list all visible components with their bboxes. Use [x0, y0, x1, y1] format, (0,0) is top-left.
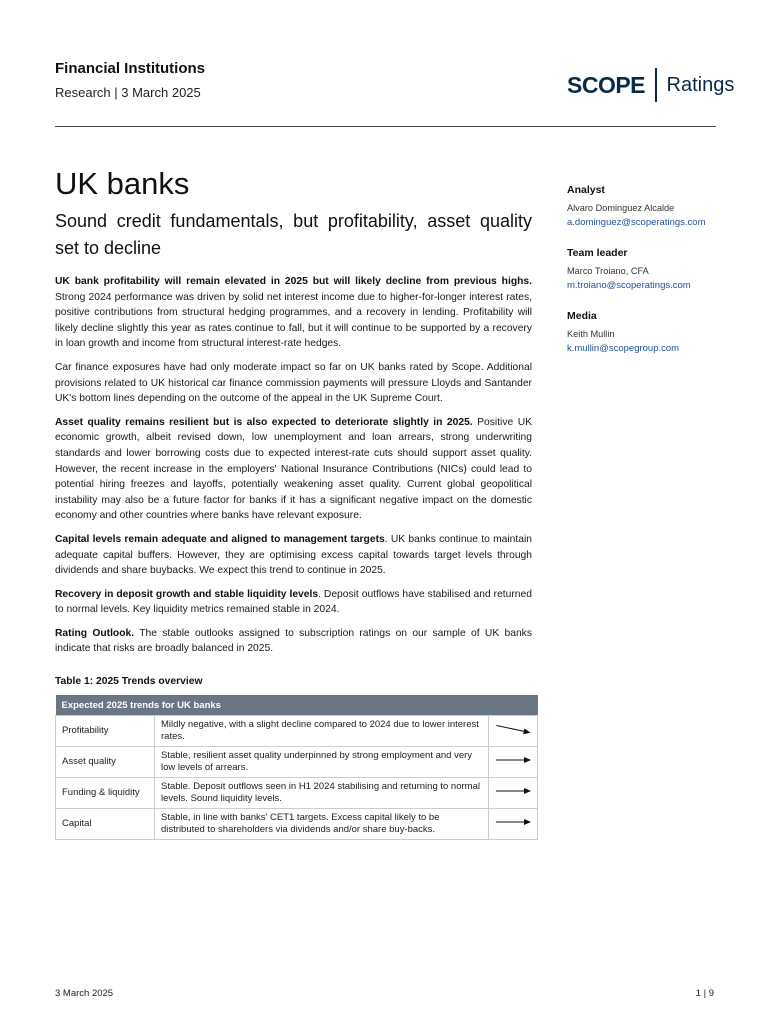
contact-role: Analyst: [567, 184, 605, 196]
paragraph-lead: UK bank profitability will remain elevated in 2025 but will likely decline from previous highs.: [55, 276, 532, 287]
contact-name: Marco Troiano, CFA: [567, 266, 649, 276]
trend-arrow-cell: [489, 778, 538, 809]
page-current: 1: [695, 988, 701, 999]
trend-arrow-icon: [493, 784, 533, 798]
meta-separator: |: [114, 85, 122, 100]
trend-description: Stable, resilient asset quality underpinned by strong employment and very low levels of arrears.: [155, 747, 489, 778]
body-paragraph: [55, 274, 532, 352]
page-title: UK banks: [55, 166, 190, 201]
trend-arrow-cell: [489, 716, 538, 747]
contact-block: [567, 184, 727, 228]
paragraph-lead: Capital levels remain adequate and aligned to management targets: [55, 533, 385, 545]
contacts-sidebar: [567, 184, 727, 373]
paragraph-text: The stable outlooks assigned to subscription ratings on our sample of UK banks indicate that risks are broadly balanced in 2025.: [55, 627, 532, 655]
contact-block: [567, 247, 727, 291]
table-row: [56, 716, 538, 747]
paragraph-lead: Recovery in deposit growth and stable liquidity levels: [55, 588, 319, 600]
trend-arrow-icon: [493, 815, 533, 829]
table-row: [56, 778, 538, 809]
logo-suffix: Ratings: [666, 73, 735, 96]
trend-description: Mildly negative, with a slight decline compared to 2024 due to lower interest rates.: [155, 716, 489, 747]
trend-category: Asset quality: [56, 747, 155, 778]
logo-divider: [655, 68, 657, 102]
paragraph-lead: Rating Outlook.: [55, 627, 135, 639]
paragraph-lead: Asset quality remains resilient but is also expected to deteriorate slightly in 2025.: [55, 416, 473, 428]
contact-name: Alvaro Dominguez Alcalde: [567, 203, 675, 213]
trend-arrow-icon: [493, 753, 533, 767]
scope-ratings-logo: [567, 68, 734, 102]
page-subtitle: Sound credit fundamentals, but profitability, asset quality set to decline: [55, 211, 532, 258]
table-header-row: [56, 695, 538, 716]
contact-role: Team leader: [567, 247, 628, 259]
page-separator: |: [703, 988, 709, 999]
table-row: [56, 809, 538, 840]
paragraph-text: Strong 2024 performance was driven by solid net interest income due to higher-for-longer interest rates, positive contributions from structural hedging programmes, and a recovery in lending. Profitability will likely decline slightly this year as rates continue to fall, but it will continue to be supported by a recovery in loan growth and income from structural interest-rate hedges.: [55, 291, 532, 350]
trend-category: Capital: [56, 809, 155, 840]
report-date: 3 March 2025: [121, 85, 201, 100]
trend-arrow-cell: [489, 809, 538, 840]
body-paragraph: [55, 587, 532, 618]
contact-email-link[interactable]: a.dominguez@scoperatings.com: [567, 217, 706, 228]
body-text: [55, 274, 532, 665]
trend-arrow-icon: [493, 722, 533, 736]
table-caption: Table 1: 2025 Trends overview: [55, 676, 203, 687]
logo-brand: SCOPE: [567, 71, 646, 98]
page-total: 9: [708, 988, 714, 999]
report-meta: [55, 85, 205, 100]
paragraph-text: . Deposit outflows have stabilised and returned to normal levels. Key liquidity metrics remained stable in 2024.: [55, 588, 532, 616]
contact-email-link[interactable]: m.troiano@scoperatings.com: [567, 280, 691, 291]
table-header: Expected 2025 trends for UK banks: [56, 695, 538, 716]
contact-name: Keith Mullin: [567, 329, 615, 339]
body-paragraph: [55, 626, 532, 657]
trend-description: Stable. Deposit outflows seen in H1 2024 stabilising and returning to normal levels. Sound liquidity levels.: [155, 778, 489, 809]
trend-category: Profitability: [56, 716, 155, 747]
body-paragraph: [55, 360, 532, 407]
footer-date: 3 March 2025: [55, 988, 114, 999]
trend-category: Funding & liquidity: [56, 778, 155, 809]
body-paragraph: [55, 415, 532, 524]
trend-arrow-cell: [489, 747, 538, 778]
document-header: [55, 60, 205, 100]
paragraph-text: . UK banks continue to maintain adequate capital buffers. However, they are optimising excess capital towards target levels through dividends and share buybacks. We expect this trend to continue in 2025.: [55, 533, 532, 577]
trends-table: [55, 695, 538, 840]
contact-email-link[interactable]: k.mullin@scopegroup.com: [567, 343, 680, 354]
table-row: [56, 747, 538, 778]
paragraph-text: Positive UK economic growth, albeit revised down, low unemployment and loan arrears, strong underwriting standards and lower borrowing costs due to expected interest-rate cuts should support asset quality. However, the recent increase in the employers' National Insurance Contributions (NICs) could lead to potential hiring freezes and layoffs, potentially weakening asset quality. Current global geopolitical instability may also be a future factor for banks if it has a significant negative impact on the domestic economy and other countries where banks have relevant exposure.: [55, 416, 532, 522]
contact-block: [567, 310, 727, 354]
header-divider: [55, 126, 716, 127]
footer-page-number: [680, 988, 714, 999]
report-type: Research: [55, 85, 111, 100]
contact-role: Media: [567, 310, 597, 322]
section-title: Financial Institutions: [55, 60, 206, 77]
paragraph-text: Car finance exposures have had only moderate impact so far on UK banks rated by Scope. Additional provisions related to UK historical car finance commission payments will pressure Lloyds and Santander UK's bottom lines depending on the outcome of the appeal in the UK Supreme Court.: [55, 361, 532, 405]
trend-description: Stable, in line with banks' CET1 targets. Excess capital likely to be distributed to shareholders via dividends and/or share buy-backs.: [155, 809, 489, 840]
body-paragraph: [55, 532, 532, 579]
